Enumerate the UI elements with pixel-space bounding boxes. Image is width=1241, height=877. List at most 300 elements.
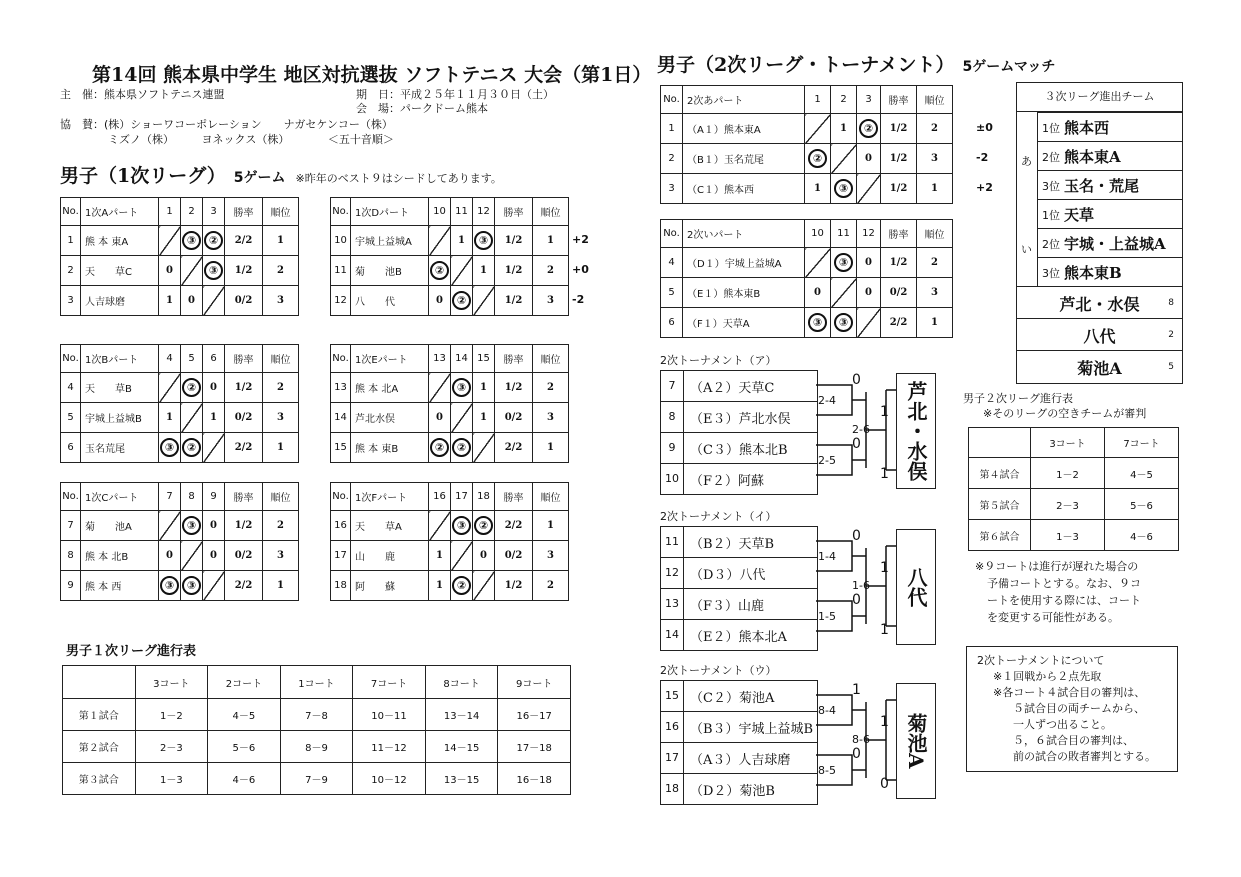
match-pair: 13－15 (425, 763, 498, 795)
match-pair: 4－5 (208, 699, 281, 731)
header-row (661, 86, 953, 114)
win-rate: 2/2 (495, 511, 533, 541)
row-no: 14 (331, 403, 351, 433)
match-no: 2-4 (818, 394, 836, 407)
match-pair: 1－2 (135, 699, 208, 731)
corner-cell (63, 666, 136, 699)
rate-header: 勝率 (225, 198, 263, 226)
team-name: 熊 本 東B (351, 433, 429, 463)
entry-name: （D３）八代 (690, 567, 766, 583)
score-cell: 1 (451, 226, 473, 256)
rank: 1 (917, 308, 953, 338)
match-score: 0 (852, 372, 861, 388)
court-header: 3コート (1031, 428, 1105, 458)
bracket-line (866, 546, 896, 626)
entry-no: 7 (661, 371, 684, 401)
team-name: 天 草C (81, 256, 159, 286)
rate-header: 勝率 (225, 483, 263, 511)
header-row (61, 345, 299, 373)
score-cell: 1 (159, 403, 181, 433)
table-row (61, 373, 299, 403)
row-no: 16 (331, 511, 351, 541)
date-line: 期 日：平成２５年１１月３０日（土） (356, 88, 554, 101)
score-cell (203, 256, 225, 286)
table-row (331, 511, 569, 541)
rank: 1 (533, 226, 569, 256)
group-label: あ (1021, 155, 1032, 168)
extra-team: 菊池A (1077, 358, 1122, 378)
match-no: 1-5 (818, 610, 836, 623)
col-header: 3 (203, 198, 225, 226)
win-rate: 1/2 (495, 286, 533, 316)
circled-score: ③ (834, 313, 853, 332)
rank: 1 (533, 511, 569, 541)
match-score: 0 (852, 436, 861, 452)
match-label: 第５試合 (969, 489, 1031, 520)
team-name: 阿 蘇 (351, 571, 429, 601)
league-table (330, 197, 569, 316)
venue-line: 会 場：パークドーム熊本 (356, 102, 488, 115)
circled-score: ③ (204, 261, 223, 280)
match-pair: 10－11 (353, 699, 426, 731)
table-row (331, 403, 569, 433)
row-no: 13 (331, 373, 351, 403)
table-row (63, 731, 571, 763)
col-header: 13 (429, 345, 451, 373)
score-cell (831, 248, 857, 278)
score-cell (159, 433, 181, 463)
col-header: 7 (159, 483, 181, 511)
tournament-entries (660, 526, 818, 651)
entry-name: （F２）阿蘇 (690, 473, 765, 489)
league1-title: 男子（1次リーグ） (60, 165, 226, 187)
diagonal-cell (159, 226, 181, 256)
circled-score: ② (808, 149, 827, 168)
score-cell: 0 (159, 541, 181, 571)
rank: 3 (263, 403, 299, 433)
match-label: 第１試合 (63, 699, 136, 731)
team-name: 熊 本 東A (81, 226, 159, 256)
match-pair: 10－12 (353, 763, 426, 795)
score-cell (473, 226, 495, 256)
col-header: 1 (805, 86, 831, 114)
advance-rank: 1位 (1042, 121, 1060, 135)
match-label: 第３試合 (63, 763, 136, 795)
league-table (330, 482, 569, 601)
row-no: 8 (61, 541, 81, 571)
table-row (661, 278, 953, 308)
match-score: 1 (880, 466, 889, 482)
advance-row (1037, 228, 1182, 258)
header-row (61, 483, 299, 511)
row-no: 15 (331, 433, 351, 463)
tournament-winner: 菊池A (896, 683, 936, 799)
note-line: ５試合目の両チームから、 (1013, 702, 1145, 715)
diagonal-cell (473, 286, 495, 316)
match-pair: 8－9 (280, 731, 353, 763)
team-name: 玉名荒尾 (81, 433, 159, 463)
table-row (61, 511, 299, 541)
diagonal-cell (203, 571, 225, 601)
tournament-title: 2次トーナメント（イ） (660, 510, 777, 523)
advance-box (1016, 82, 1183, 384)
score-cell: 1 (473, 373, 495, 403)
diagonal-cell (429, 373, 451, 403)
note-line: ※各コート４試合目の審判は、 (993, 686, 1146, 699)
team-name: 熊 本 北A (351, 373, 429, 403)
bracket-line (866, 700, 896, 780)
table-row (331, 256, 569, 286)
diagonal-cell (181, 256, 203, 286)
team-name: 芦北水俣 (351, 403, 429, 433)
rank: 2 (917, 114, 953, 144)
header-row (331, 345, 569, 373)
circled-score: ② (182, 438, 201, 457)
win-rate: 2/2 (881, 308, 917, 338)
point-diff: +2 (976, 181, 993, 194)
col-header: 12 (857, 220, 881, 248)
note-line: 前の試合の敗者審判とする。 (1013, 750, 1156, 763)
match-pair: 4－6 (208, 763, 281, 795)
rank: 2 (533, 571, 569, 601)
court-header: 1コート (280, 666, 353, 699)
advance-row (1037, 112, 1182, 142)
rank: 1 (533, 433, 569, 463)
score-cell: 1 (473, 256, 495, 286)
col-header: 11 (831, 220, 857, 248)
score-cell (831, 308, 857, 338)
entry-no: 12 (661, 558, 684, 588)
entry-name: （B３）宇城上益城B (690, 721, 814, 737)
entry-row (661, 402, 817, 433)
row-no: 4 (661, 248, 683, 278)
row-no: 12 (331, 286, 351, 316)
rank: 1 (263, 571, 299, 601)
table-row (969, 458, 1179, 489)
diagonal-cell (159, 373, 181, 403)
league1-note: ※昨年のベスト９はシードしてあります。 (295, 172, 502, 185)
col-header: 5 (181, 345, 203, 373)
rate-header: 勝率 (881, 220, 917, 248)
diagonal-cell (181, 403, 203, 433)
part-header: 1次Aパート (81, 198, 159, 226)
team-name: 菊 池B (351, 256, 429, 286)
note-line: 一人ずつ出ること。 (1013, 718, 1112, 731)
group-label: い (1021, 243, 1032, 256)
score-cell: 0 (473, 541, 495, 571)
rank-header: 順位 (533, 198, 569, 226)
note-line: 予備コートとする。なお、９コ (987, 577, 1141, 590)
win-rate: 2/2 (225, 571, 263, 601)
no-header: No. (661, 220, 683, 248)
table-row (331, 541, 569, 571)
circled-score: ③ (160, 438, 179, 457)
win-rate: 1/2 (881, 144, 917, 174)
rank: 2 (263, 373, 299, 403)
score-cell (429, 433, 451, 463)
table-row (661, 248, 953, 278)
diagonal-cell (429, 226, 451, 256)
win-rate: 2/2 (225, 433, 263, 463)
league2-heading (657, 50, 1055, 77)
row-no: 2 (661, 144, 683, 174)
match-pair: 7－9 (280, 763, 353, 795)
score-cell (429, 256, 451, 286)
entry-no: 13 (661, 589, 684, 619)
circled-score: ② (474, 516, 493, 535)
circled-score: ③ (182, 231, 201, 250)
win-rate: 0/2 (225, 286, 263, 316)
row-no: 6 (61, 433, 81, 463)
win-rate: 1/2 (881, 114, 917, 144)
row-no: 9 (61, 571, 81, 601)
entry-no: 14 (661, 620, 684, 650)
diagonal-cell (181, 541, 203, 571)
circled-score: ③ (182, 576, 201, 595)
part-header: 2次あパート (683, 86, 805, 114)
col-header: 10 (429, 198, 451, 226)
row-no: 18 (331, 571, 351, 601)
diagonal-cell (203, 433, 225, 463)
table-row (331, 433, 569, 463)
rank-header: 順位 (533, 345, 569, 373)
score-cell (181, 226, 203, 256)
circled-score: ③ (160, 576, 179, 595)
col-header: 6 (203, 345, 225, 373)
extra-row (1017, 318, 1182, 351)
row-no: 1 (61, 226, 81, 256)
match-score: 0 (880, 776, 889, 792)
circled-score: ② (204, 231, 223, 250)
match-pair: 1－3 (135, 763, 208, 795)
point-diff: -2 (976, 151, 989, 164)
rank: 3 (263, 286, 299, 316)
team-name: 熊 本 北B (81, 541, 159, 571)
advance-title: ３次リーグ進出チーム (1017, 83, 1182, 112)
entry-no: 8 (661, 402, 684, 432)
circled-score: ② (430, 438, 449, 457)
tournament-note (966, 646, 1178, 772)
advance-row (1037, 141, 1182, 171)
extra-row (1017, 350, 1182, 383)
score-cell (473, 511, 495, 541)
circled-score: ② (452, 438, 471, 457)
circled-score: ③ (182, 516, 201, 535)
header-row (61, 198, 299, 226)
circled-score: ③ (834, 179, 853, 198)
circled-score: ③ (834, 253, 853, 272)
rank: 1 (263, 433, 299, 463)
win-rate: 2/2 (495, 433, 533, 463)
score-cell (451, 571, 473, 601)
rank: 2 (917, 248, 953, 278)
win-rate: 1/2 (225, 373, 263, 403)
diagonal-cell (429, 511, 451, 541)
diagonal-cell (831, 278, 857, 308)
entry-row (661, 527, 817, 558)
match-pair: 4－6 (1105, 520, 1179, 551)
entry-name: （D２）菊池B (690, 783, 775, 799)
col-header: 3 (857, 86, 881, 114)
match-score: 1 (880, 714, 889, 730)
row-no: 17 (331, 541, 351, 571)
diagonal-cell (203, 286, 225, 316)
table-row (661, 114, 953, 144)
row-no: 5 (661, 278, 683, 308)
team-name: （B１）玉名荒尾 (683, 144, 805, 174)
rank: 2 (533, 373, 569, 403)
diagonal-cell (451, 541, 473, 571)
team-name: 菊 池A (81, 511, 159, 541)
score-cell: 0 (429, 286, 451, 316)
court-header: 9コート (498, 666, 571, 699)
no-header: No. (331, 198, 351, 226)
team-name: 山 鹿 (351, 541, 429, 571)
match-no: 8-5 (818, 764, 836, 777)
win-rate: 2/2 (225, 226, 263, 256)
score-cell (203, 226, 225, 256)
rank-header: 順位 (917, 220, 953, 248)
schedule2-note: ※そのリーグの空きチームが審判 (983, 407, 1147, 420)
win-rate: 1/2 (495, 373, 533, 403)
match-score: 0 (852, 746, 861, 762)
extra-mark: 5 (1168, 362, 1174, 372)
entry-name: （E２）熊本北A (690, 629, 787, 645)
entry-no: 17 (661, 743, 684, 773)
score-cell (831, 174, 857, 204)
score-cell: 0 (181, 286, 203, 316)
rate-header: 勝率 (495, 345, 533, 373)
note-line: ５，６試合目の審判は、 (1013, 734, 1134, 747)
win-rate: 0/2 (225, 541, 263, 571)
row-no: 7 (61, 511, 81, 541)
team-name: （C１）熊本西 (683, 174, 805, 204)
match-score: 0 (852, 528, 861, 544)
diagonal-cell (473, 433, 495, 463)
row-no: 4 (61, 373, 81, 403)
score-cell (857, 114, 881, 144)
advance-team: 天草 (1064, 206, 1095, 224)
team-name: 人吉球磨 (81, 286, 159, 316)
league-table (60, 344, 299, 463)
score-cell: 0 (203, 373, 225, 403)
diagonal-cell (159, 511, 181, 541)
header-row (969, 428, 1179, 458)
row-no: 2 (61, 256, 81, 286)
note-line: ートを使用する際には、コート (987, 594, 1141, 607)
entry-no: 15 (661, 681, 684, 711)
score-cell (451, 511, 473, 541)
court-header: 2コート (208, 666, 281, 699)
entry-row (661, 558, 817, 589)
advance-row (1037, 257, 1182, 287)
header-row (331, 483, 569, 511)
win-rate: 1/2 (495, 226, 533, 256)
score-cell: 0 (203, 541, 225, 571)
table-row (63, 699, 571, 731)
diagonal-cell (451, 256, 473, 286)
advance-rank: 3位 (1042, 179, 1060, 193)
entry-row (661, 371, 817, 402)
circled-score: ③ (474, 231, 493, 250)
court-header: 8コート (425, 666, 498, 699)
entry-name: （F３）山鹿 (690, 598, 765, 614)
score-cell (181, 511, 203, 541)
table-row (61, 256, 299, 286)
score-cell: 0 (857, 144, 881, 174)
diagonal-cell (805, 248, 831, 278)
win-rate: 0/2 (495, 403, 533, 433)
sponsor-line-1: 協 賛：(株）ショーワコーポレーション ナガセケンコー（株） (60, 118, 393, 131)
rank: 3 (533, 541, 569, 571)
no-header: No. (331, 345, 351, 373)
table-row (661, 308, 953, 338)
no-header: No. (661, 86, 683, 114)
entry-row (661, 681, 817, 712)
table-row (61, 403, 299, 433)
score-cell: 0 (203, 511, 225, 541)
score-cell: 0 (857, 248, 881, 278)
league-table (60, 482, 299, 601)
advance-rank: 2位 (1042, 237, 1060, 251)
entry-row (661, 774, 817, 804)
rank-header: 順位 (263, 198, 299, 226)
league-table (660, 219, 953, 338)
col-header: 12 (473, 198, 495, 226)
table-row (61, 571, 299, 601)
entry-name: （B２）天草B (690, 536, 775, 552)
match-pair: 17－18 (498, 731, 571, 763)
tournament-winner: 芦北・水俣 (896, 373, 936, 489)
table-row (331, 373, 569, 403)
header-row (331, 198, 569, 226)
rank: 3 (533, 286, 569, 316)
extra-mark: 8 (1168, 298, 1174, 308)
court-header: 7コート (353, 666, 426, 699)
entry-name: （C２）菊池A (690, 690, 775, 706)
circled-score: ③ (808, 313, 827, 332)
col-header: 14 (451, 345, 473, 373)
diagonal-cell (473, 571, 495, 601)
diagonal-cell (857, 174, 881, 204)
row-no: 11 (331, 256, 351, 286)
score-cell (451, 286, 473, 316)
entry-no: 11 (661, 527, 684, 557)
table-row (969, 489, 1179, 520)
entry-no: 10 (661, 464, 684, 494)
score-cell: 1 (805, 174, 831, 204)
win-rate: 0/2 (881, 278, 917, 308)
score-cell: 1 (429, 541, 451, 571)
table-row (63, 763, 571, 795)
tournament-winner: 八代 (896, 529, 936, 645)
score-cell: 1 (429, 571, 451, 601)
rank: 3 (917, 278, 953, 308)
entry-no: 18 (661, 774, 684, 804)
match-pair: 14－15 (425, 731, 498, 763)
no-header: No. (331, 483, 351, 511)
circled-score: ③ (452, 378, 471, 397)
rank-header: 順位 (263, 483, 299, 511)
match-score: 1 (880, 560, 889, 576)
win-rate: 1/2 (881, 248, 917, 278)
point-diff: +2 (572, 233, 589, 246)
league-table (660, 85, 953, 204)
score-cell (451, 373, 473, 403)
league1-heading (60, 161, 502, 188)
entry-row (661, 743, 817, 774)
match-pair: 11－12 (353, 731, 426, 763)
